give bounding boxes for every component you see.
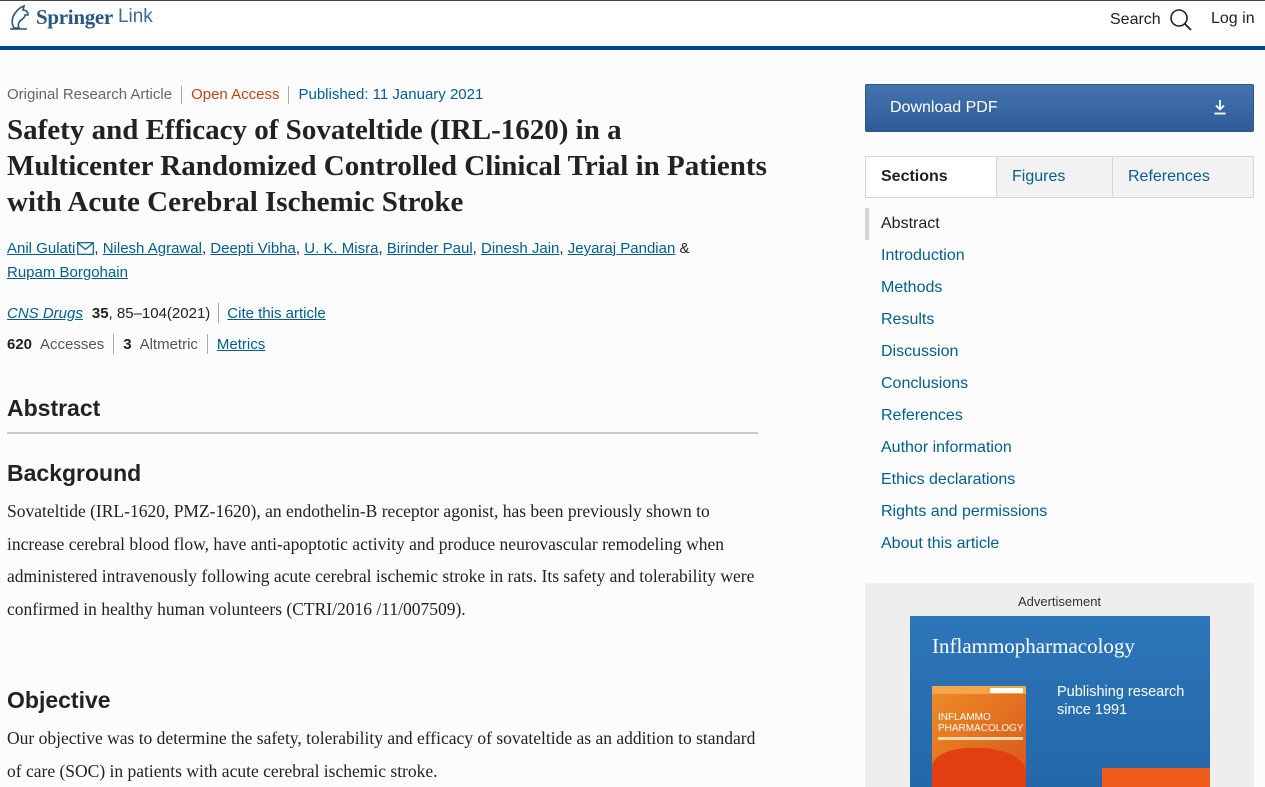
section-link-references[interactable]: References [881, 407, 963, 424]
article-metrics [7, 334, 265, 354]
download-pdf-button[interactable] [865, 84, 1254, 132]
ad-cta-button[interactable] [1102, 768, 1210, 787]
book-cover-tag [990, 688, 1023, 693]
book-cover-subtitle-bar [938, 737, 1023, 740]
search-button[interactable] [1110, 8, 1193, 32]
abstract-heading: Abstract [7, 395, 758, 434]
section-link-ethics-declarations[interactable]: Ethics declarations [881, 471, 1016, 488]
author-separator: , [94, 240, 99, 257]
site-header [0, 0, 1265, 50]
tab-sections[interactable]: Sections [866, 157, 996, 197]
author-link[interactable]: U. K. Misra [304, 240, 379, 257]
section-link-abstract[interactable]: Abstract [865, 208, 1254, 240]
download-icon [1213, 99, 1227, 115]
header-top-border [0, 0, 1265, 1]
author-separator: , [295, 240, 301, 257]
article-type: Original Research Article [7, 86, 173, 103]
advertisement-banner[interactable] [910, 616, 1210, 787]
published-date: Published: 11 January 2021 [288, 86, 492, 104]
objective-paragraph: Our objective was to determine the safety, tolerability and efficacy of sovateltide as an addition to standard of care (SOC) in patients with acute cerebral ischemic stroke. [7, 728, 756, 781]
journal-volume: 35 [91, 304, 109, 322]
book-cover-line1: INFLAMMO [938, 712, 991, 723]
login-link[interactable]: Log in [1211, 10, 1255, 27]
section-link-methods[interactable]: Methods [881, 279, 943, 296]
section-link-results[interactable]: Results [881, 311, 935, 328]
section-link-introduction[interactable]: Introduction [881, 247, 965, 264]
ad-tagline: Publishing research since 1991 [1057, 684, 1185, 718]
section-link-author-information[interactable]: Author information [881, 439, 1012, 456]
accesses-label: Accesses [40, 335, 105, 353]
author-link[interactable]: Deepti Vibha [210, 240, 296, 257]
author-ampersand: & [679, 240, 690, 257]
journal-citation [7, 303, 326, 323]
author-link[interactable]: Dinesh Jain [481, 240, 560, 257]
logo-link-text: Link [117, 6, 153, 27]
tab-figures[interactable]: Figures [996, 157, 1112, 197]
section-link-discussion[interactable]: Discussion [881, 343, 959, 360]
metrics-link[interactable]: Metrics [216, 335, 266, 353]
background-heading: Background [7, 460, 142, 486]
author-link[interactable]: Anil Gulati [7, 240, 76, 257]
ad-book-cover [932, 686, 1026, 787]
cite-article-link[interactable]: Cite this article [227, 304, 326, 322]
book-cover-image [932, 748, 1026, 787]
mail-icon[interactable] [77, 242, 94, 255]
accesses-count: 620 [7, 335, 33, 353]
background-paragraph: Sovateltide (IRL-1620, PMZ-1620), an endothelin-B receptor agonist, has been previously shown to increase cerebral blood flow, have anti-apoptotic activity and produce neurovascular remodeling when administered intravenously following acute cerebral ischemic stroke in rats. Its safety and tolerability were confirmed in healthy human volunteers (CTRI/2016 /11/007509). [7, 501, 755, 619]
author-link[interactable]: Nilesh Agrawal [102, 240, 202, 257]
author-separator: , [472, 240, 477, 257]
author-list [7, 237, 767, 285]
journal-pages-year: , 85–104(2021) [108, 304, 211, 322]
logo-springer-text: Springer [36, 4, 113, 29]
section-link-conclusions[interactable]: Conclusions [881, 375, 969, 392]
author-separator: , [378, 240, 383, 257]
sidebar-tabs [865, 156, 1254, 198]
divider [207, 334, 208, 354]
book-cover-line2: PHARMACOLOGY [938, 723, 1024, 734]
author-separator: , [559, 240, 564, 257]
author-link[interactable]: Birinder Paul [386, 240, 473, 257]
search-label: Search [1110, 11, 1161, 28]
open-access-badge: Open Access [181, 86, 288, 104]
ad-journal-title: Inflammopharmacology [932, 634, 1135, 658]
author-link[interactable]: Rupam Borgohain [7, 264, 128, 281]
objective-heading: Objective [7, 687, 111, 713]
divider [218, 303, 219, 323]
download-pdf-label: Download PDF [890, 99, 998, 116]
altmetric-count: 3 [123, 335, 132, 353]
journal-link[interactable]: CNS Drugs [7, 304, 83, 322]
divider [113, 334, 114, 354]
article-meta-line [7, 86, 492, 104]
author-separator: , [201, 240, 207, 257]
author-link[interactable]: Jeyaraj Pandian [567, 240, 676, 257]
tab-references[interactable]: References [1112, 157, 1253, 197]
article-title: Safety and Efficacy of Sovateltide (IRL-1620) in a Multicenter Randomized Controlled Clinical Trial in Patients with Acute Cerebral Ischemic Stroke [7, 114, 767, 218]
advertisement-label: Advertisement [1017, 594, 1102, 609]
section-link-rights-and-permissions[interactable]: Rights and permissions [881, 503, 1048, 520]
springer-horse-icon [7, 3, 33, 31]
search-icon [1169, 8, 1193, 32]
section-link-about-this-article[interactable]: About this article [881, 535, 1000, 552]
altmetric-label: Altmetric [139, 335, 198, 353]
section-nav [865, 208, 1254, 560]
springerlink-logo[interactable] [7, 3, 153, 31]
advertisement-box [865, 583, 1254, 787]
